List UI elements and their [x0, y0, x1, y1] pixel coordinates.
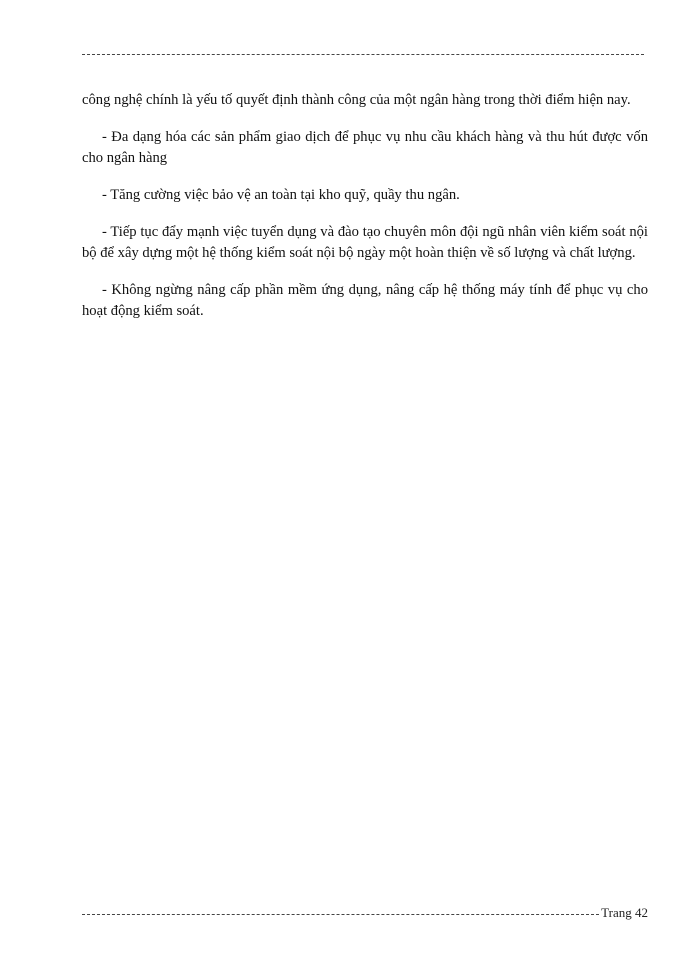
page-footer — [82, 901, 648, 921]
bullet-software-upgrade: - Không ngừng nâng cấp phần mềm ứng dụng, nâng cấp hệ thống máy tính để phục vụ cho hoạt động kiểm soát. — [82, 282, 648, 319]
footer-divider — [82, 914, 599, 915]
body-text — [82, 90, 648, 338]
paragraph-continuation: công nghệ chính là yếu tố quyết định thành công của một ngân hàng trong thời điểm hiện nay. — [82, 92, 631, 108]
bullet-vault-security: - Tăng cường việc bảo vệ an toàn tại kho quỹ, quầy thu ngân. — [102, 187, 460, 203]
bullet-diversify-products: - Đa dạng hóa các sản phẩm giao dịch để phục vụ nhu cầu khách hàng và thu hút được vốn cho ngân hàng — [82, 129, 648, 166]
bullet-staff-training: - Tiếp tục đẩy mạnh việc tuyển dụng và đào tạo chuyên môn đội ngũ nhân viên kiểm soát nội bộ để xây dựng một hệ thống kiểm soát nội bộ ngày một hoàn thiện về số lượng và chất lượng. — [82, 224, 648, 261]
header-divider — [82, 54, 644, 55]
page-number: Trang 42 — [601, 905, 648, 920]
